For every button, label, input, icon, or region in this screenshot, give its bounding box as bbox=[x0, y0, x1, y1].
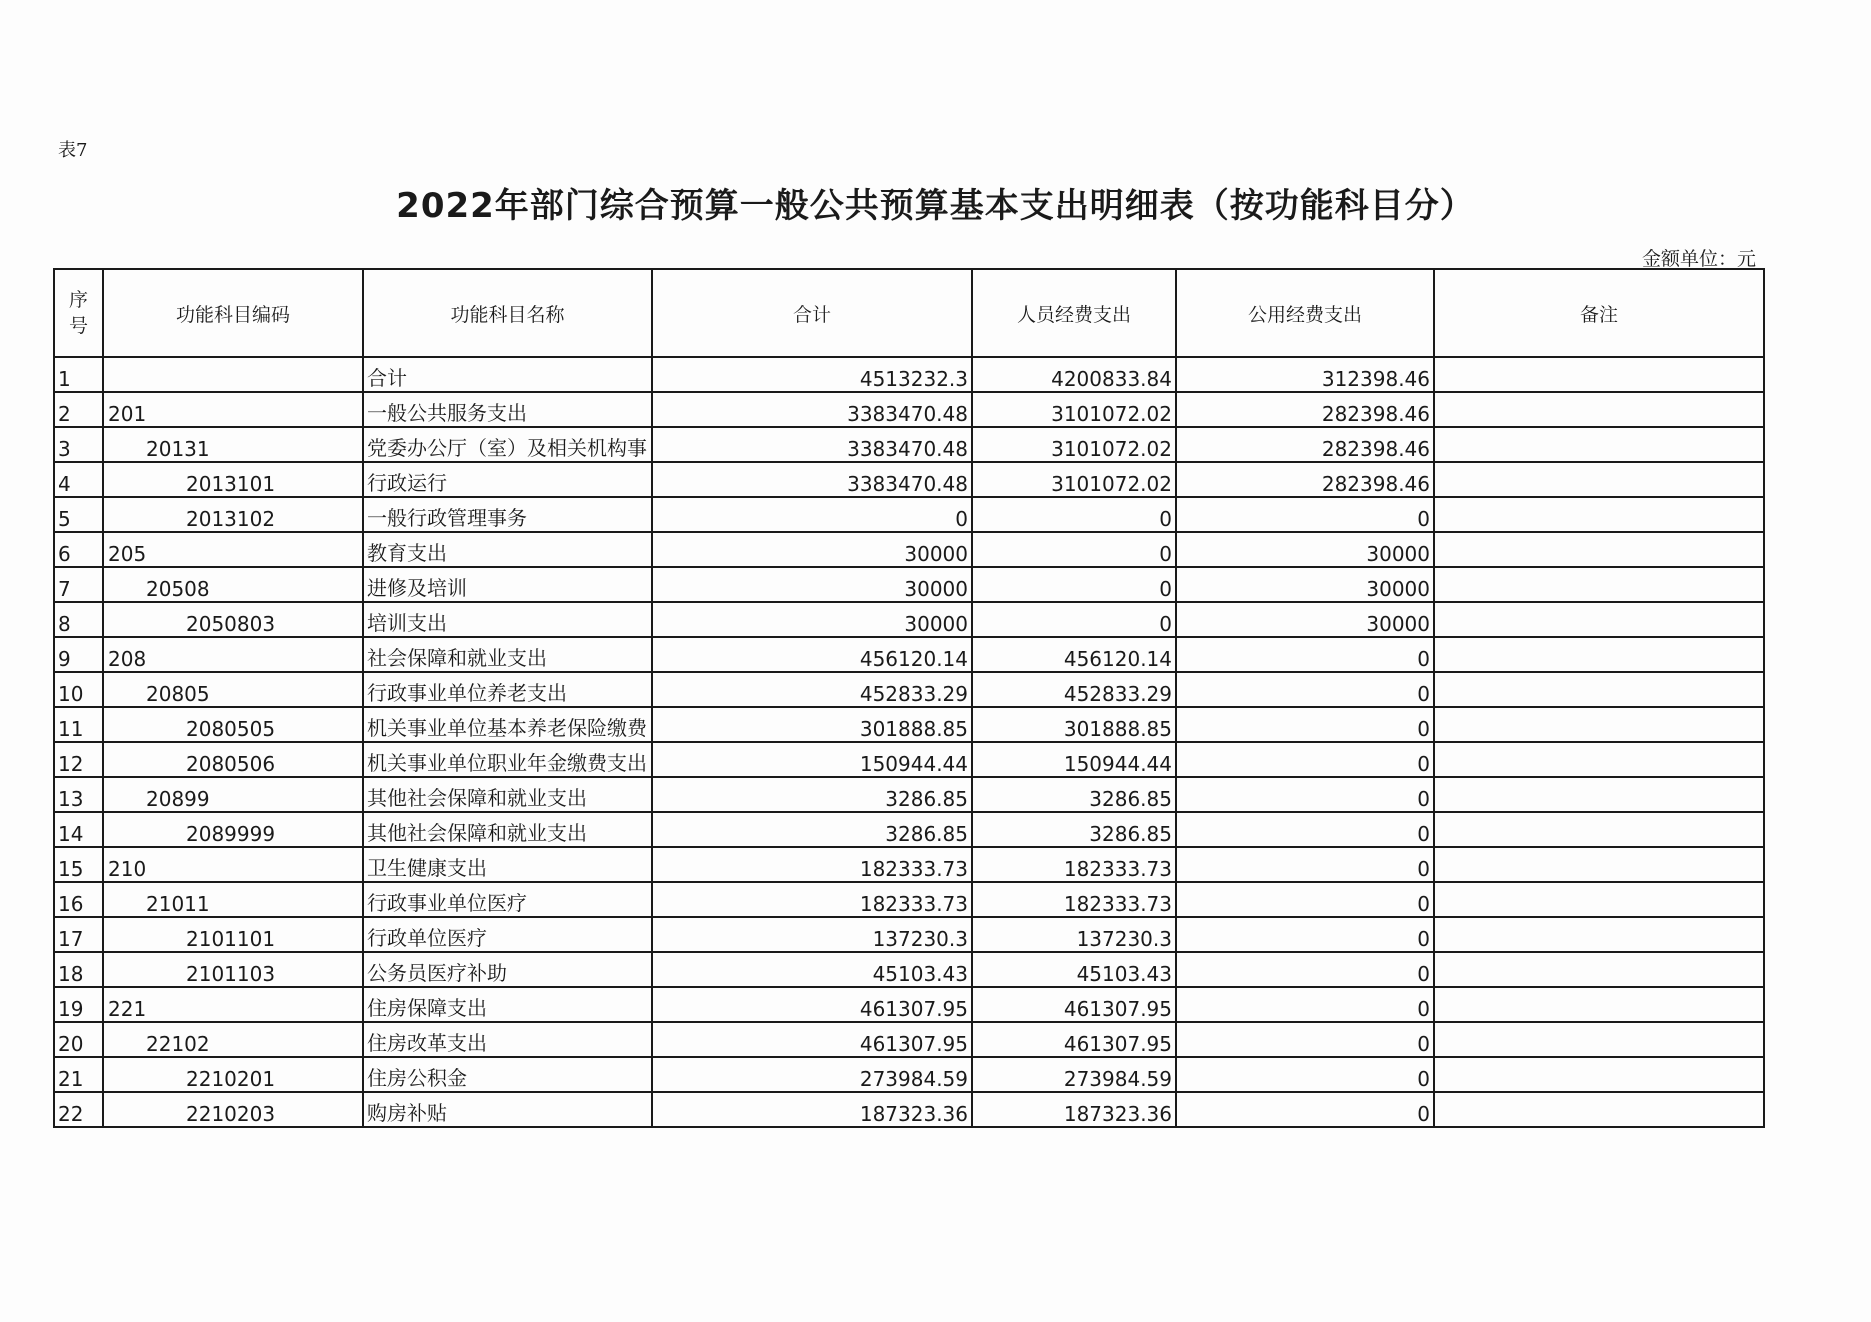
cell-public: 0 bbox=[1176, 882, 1434, 917]
cell-code: 20899 bbox=[103, 777, 363, 812]
cell-code: 22102 bbox=[103, 1022, 363, 1057]
cell-total: 30000 bbox=[652, 532, 972, 567]
table-row bbox=[54, 952, 1764, 987]
cell-personnel: 45103.43 bbox=[972, 952, 1176, 987]
cell-seq: 10 bbox=[54, 672, 103, 707]
cell-code: 20131 bbox=[103, 427, 363, 462]
cell-personnel: 4200833.84 bbox=[972, 357, 1176, 392]
cell-total: 45103.43 bbox=[652, 952, 972, 987]
cell-personnel: 182333.73 bbox=[972, 882, 1176, 917]
cell-seq: 12 bbox=[54, 742, 103, 777]
cell-name: 培训支出 bbox=[363, 602, 652, 637]
cell-public: 0 bbox=[1176, 497, 1434, 532]
cell-code: 2080505 bbox=[103, 707, 363, 742]
cell-remark bbox=[1434, 672, 1764, 707]
header-remark: 备注 bbox=[1434, 269, 1764, 357]
header-name: 功能科目名称 bbox=[363, 269, 652, 357]
cell-public: 30000 bbox=[1176, 602, 1434, 637]
table-row bbox=[54, 672, 1764, 707]
cell-total: 182333.73 bbox=[652, 847, 972, 882]
cell-seq: 11 bbox=[54, 707, 103, 742]
cell-personnel: 456120.14 bbox=[972, 637, 1176, 672]
cell-public: 282398.46 bbox=[1176, 462, 1434, 497]
cell-seq: 1 bbox=[54, 357, 103, 392]
table-row bbox=[54, 1057, 1764, 1092]
header-seq-text: 序号 bbox=[68, 289, 88, 337]
cell-code: 2050803 bbox=[103, 602, 363, 637]
cell-name: 行政事业单位医疗 bbox=[363, 882, 652, 917]
cell-seq: 6 bbox=[54, 532, 103, 567]
cell-personnel: 182333.73 bbox=[972, 847, 1176, 882]
cell-code: 221 bbox=[103, 987, 363, 1022]
cell-total: 4513232.3 bbox=[652, 357, 972, 392]
cell-total: 3383470.48 bbox=[652, 392, 972, 427]
cell-total: 456120.14 bbox=[652, 637, 972, 672]
cell-code: 2013101 bbox=[103, 462, 363, 497]
cell-public: 0 bbox=[1176, 672, 1434, 707]
cell-code: 20508 bbox=[103, 567, 363, 602]
cell-code bbox=[103, 357, 363, 392]
budget-table bbox=[53, 268, 1765, 1128]
cell-remark bbox=[1434, 427, 1764, 462]
cell-public: 312398.46 bbox=[1176, 357, 1434, 392]
cell-personnel: 0 bbox=[972, 567, 1176, 602]
cell-remark bbox=[1434, 1057, 1764, 1092]
cell-remark bbox=[1434, 987, 1764, 1022]
cell-total: 3286.85 bbox=[652, 812, 972, 847]
cell-public: 0 bbox=[1176, 952, 1434, 987]
cell-public: 0 bbox=[1176, 777, 1434, 812]
cell-seq: 3 bbox=[54, 427, 103, 462]
cell-personnel: 137230.3 bbox=[972, 917, 1176, 952]
cell-total: 137230.3 bbox=[652, 917, 972, 952]
cell-public: 0 bbox=[1176, 987, 1434, 1022]
cell-remark bbox=[1434, 742, 1764, 777]
cell-remark bbox=[1434, 392, 1764, 427]
table-row bbox=[54, 497, 1764, 532]
cell-total: 30000 bbox=[652, 602, 972, 637]
cell-seq: 21 bbox=[54, 1057, 103, 1092]
cell-seq: 19 bbox=[54, 987, 103, 1022]
cell-total: 3286.85 bbox=[652, 777, 972, 812]
cell-remark bbox=[1434, 637, 1764, 672]
cell-name: 党委办公厅（室）及相关机构事 bbox=[363, 427, 652, 462]
cell-public: 0 bbox=[1176, 637, 1434, 672]
cell-total: 187323.36 bbox=[652, 1092, 972, 1127]
cell-code: 2089999 bbox=[103, 812, 363, 847]
cell-public: 0 bbox=[1176, 742, 1434, 777]
table-row bbox=[54, 567, 1764, 602]
cell-remark bbox=[1434, 462, 1764, 497]
sheet-label: 表7 bbox=[58, 140, 88, 161]
cell-name: 社会保障和就业支出 bbox=[363, 637, 652, 672]
cell-personnel: 0 bbox=[972, 532, 1176, 567]
cell-seq: 2 bbox=[54, 392, 103, 427]
cell-code: 2101101 bbox=[103, 917, 363, 952]
cell-code: 2080506 bbox=[103, 742, 363, 777]
cell-seq: 16 bbox=[54, 882, 103, 917]
cell-name: 住房保障支出 bbox=[363, 987, 652, 1022]
cell-code: 2013102 bbox=[103, 497, 363, 532]
cell-remark bbox=[1434, 1022, 1764, 1057]
cell-public: 30000 bbox=[1176, 567, 1434, 602]
cell-name: 其他社会保障和就业支出 bbox=[363, 777, 652, 812]
cell-personnel: 0 bbox=[972, 497, 1176, 532]
cell-remark bbox=[1434, 532, 1764, 567]
cell-seq: 8 bbox=[54, 602, 103, 637]
cell-personnel: 301888.85 bbox=[972, 707, 1176, 742]
table-row bbox=[54, 462, 1764, 497]
cell-seq: 17 bbox=[54, 917, 103, 952]
cell-remark bbox=[1434, 602, 1764, 637]
table-row bbox=[54, 882, 1764, 917]
cell-remark bbox=[1434, 847, 1764, 882]
cell-total: 3383470.48 bbox=[652, 462, 972, 497]
table-row bbox=[54, 392, 1764, 427]
cell-name: 公务员医疗补助 bbox=[363, 952, 652, 987]
cell-code: 21011 bbox=[103, 882, 363, 917]
table-row bbox=[54, 847, 1764, 882]
cell-name: 行政事业单位养老支出 bbox=[363, 672, 652, 707]
cell-total: 30000 bbox=[652, 567, 972, 602]
table-row bbox=[54, 777, 1764, 812]
cell-seq: 13 bbox=[54, 777, 103, 812]
cell-name: 一般公共服务支出 bbox=[363, 392, 652, 427]
cell-personnel: 3101072.02 bbox=[972, 462, 1176, 497]
table-body bbox=[54, 357, 1764, 1127]
header-total: 合计 bbox=[652, 269, 972, 357]
cell-name: 行政单位医疗 bbox=[363, 917, 652, 952]
cell-code: 2210203 bbox=[103, 1092, 363, 1127]
table-row bbox=[54, 427, 1764, 462]
header-seq bbox=[54, 269, 103, 357]
cell-personnel: 3101072.02 bbox=[972, 427, 1176, 462]
cell-public: 0 bbox=[1176, 812, 1434, 847]
cell-name: 教育支出 bbox=[363, 532, 652, 567]
cell-personnel: 150944.44 bbox=[972, 742, 1176, 777]
cell-total: 182333.73 bbox=[652, 882, 972, 917]
table-row bbox=[54, 1092, 1764, 1127]
cell-total: 150944.44 bbox=[652, 742, 972, 777]
cell-name: 购房补贴 bbox=[363, 1092, 652, 1127]
table-row bbox=[54, 987, 1764, 1022]
cell-personnel: 0 bbox=[972, 602, 1176, 637]
cell-seq: 18 bbox=[54, 952, 103, 987]
cell-remark bbox=[1434, 917, 1764, 952]
header-code: 功能科目编码 bbox=[103, 269, 363, 357]
cell-personnel: 273984.59 bbox=[972, 1057, 1176, 1092]
table-row bbox=[54, 812, 1764, 847]
cell-total: 3383470.48 bbox=[652, 427, 972, 462]
cell-public: 282398.46 bbox=[1176, 392, 1434, 427]
table-row bbox=[54, 532, 1764, 567]
cell-name: 一般行政管理事务 bbox=[363, 497, 652, 532]
unit-label: 金额单位：元 bbox=[1641, 248, 1756, 270]
cell-code: 201 bbox=[103, 392, 363, 427]
cell-name: 其他社会保障和就业支出 bbox=[363, 812, 652, 847]
cell-name: 卫生健康支出 bbox=[363, 847, 652, 882]
cell-personnel: 3286.85 bbox=[972, 812, 1176, 847]
cell-public: 30000 bbox=[1176, 532, 1434, 567]
cell-name: 机关事业单位基本养老保险缴费 bbox=[363, 707, 652, 742]
cell-public: 0 bbox=[1176, 1092, 1434, 1127]
cell-total: 273984.59 bbox=[652, 1057, 972, 1092]
cell-name: 住房改革支出 bbox=[363, 1022, 652, 1057]
header-personnel: 人员经费支出 bbox=[972, 269, 1176, 357]
cell-remark bbox=[1434, 567, 1764, 602]
cell-remark bbox=[1434, 1092, 1764, 1127]
cell-seq: 7 bbox=[54, 567, 103, 602]
table-row bbox=[54, 602, 1764, 637]
table-row bbox=[54, 742, 1764, 777]
page-title: 2022年部门综合预算一般公共预算基本支出明细表（按功能科目分） bbox=[396, 186, 1475, 226]
cell-public: 282398.46 bbox=[1176, 427, 1434, 462]
cell-code: 2210201 bbox=[103, 1057, 363, 1092]
cell-personnel: 452833.29 bbox=[972, 672, 1176, 707]
table-row bbox=[54, 1022, 1764, 1057]
cell-personnel: 187323.36 bbox=[972, 1092, 1176, 1127]
cell-personnel: 3286.85 bbox=[972, 777, 1176, 812]
cell-public: 0 bbox=[1176, 1057, 1434, 1092]
cell-name: 行政运行 bbox=[363, 462, 652, 497]
cell-total: 452833.29 bbox=[652, 672, 972, 707]
cell-remark bbox=[1434, 952, 1764, 987]
cell-code: 208 bbox=[103, 637, 363, 672]
cell-remark bbox=[1434, 812, 1764, 847]
cell-seq: 15 bbox=[54, 847, 103, 882]
cell-remark bbox=[1434, 882, 1764, 917]
cell-personnel: 461307.95 bbox=[972, 1022, 1176, 1057]
cell-name: 合计 bbox=[363, 357, 652, 392]
table-row bbox=[54, 707, 1764, 742]
cell-code: 210 bbox=[103, 847, 363, 882]
cell-total: 0 bbox=[652, 497, 972, 532]
cell-remark bbox=[1434, 777, 1764, 812]
table-row bbox=[54, 637, 1764, 672]
header-public: 公用经费支出 bbox=[1176, 269, 1434, 357]
cell-personnel: 3101072.02 bbox=[972, 392, 1176, 427]
cell-seq: 20 bbox=[54, 1022, 103, 1057]
cell-seq: 4 bbox=[54, 462, 103, 497]
cell-remark bbox=[1434, 497, 1764, 532]
table-row bbox=[54, 917, 1764, 952]
cell-name: 机关事业单位职业年金缴费支出 bbox=[363, 742, 652, 777]
cell-remark bbox=[1434, 357, 1764, 392]
cell-name: 进修及培训 bbox=[363, 567, 652, 602]
cell-seq: 22 bbox=[54, 1092, 103, 1127]
cell-public: 0 bbox=[1176, 917, 1434, 952]
cell-public: 0 bbox=[1176, 1022, 1434, 1057]
cell-total: 301888.85 bbox=[652, 707, 972, 742]
table-header-row bbox=[54, 269, 1764, 357]
cell-public: 0 bbox=[1176, 707, 1434, 742]
cell-total: 461307.95 bbox=[652, 1022, 972, 1057]
cell-public: 0 bbox=[1176, 847, 1434, 882]
cell-total: 461307.95 bbox=[652, 987, 972, 1022]
cell-seq: 14 bbox=[54, 812, 103, 847]
cell-code: 20805 bbox=[103, 672, 363, 707]
cell-remark bbox=[1434, 707, 1764, 742]
cell-name: 住房公积金 bbox=[363, 1057, 652, 1092]
cell-seq: 9 bbox=[54, 637, 103, 672]
table-row bbox=[54, 357, 1764, 392]
cell-code: 205 bbox=[103, 532, 363, 567]
cell-personnel: 461307.95 bbox=[972, 987, 1176, 1022]
cell-code: 2101103 bbox=[103, 952, 363, 987]
cell-seq: 5 bbox=[54, 497, 103, 532]
